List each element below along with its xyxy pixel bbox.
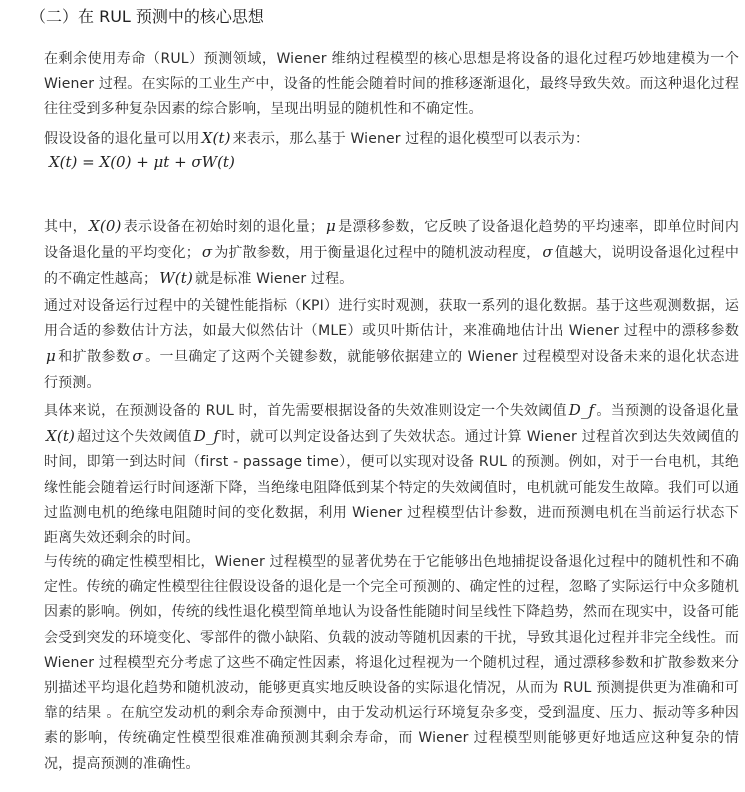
- text-segment: 表示设备在初始时刻的退化量；: [123, 219, 325, 235]
- math-variable: W(t): [159, 269, 193, 288]
- math-variable: μ: [326, 217, 336, 235]
- paragraph-rul-prediction: [44, 398, 739, 551]
- text-segment: 值越大，说明设备退化过程中的不确定性越高；: [44, 245, 740, 288]
- text-segment: 超过这个失效阈值: [77, 429, 192, 446]
- math-variable: μ: [46, 347, 56, 366]
- math-variable: X(t): [201, 129, 231, 147]
- math-variable: X(t): [46, 427, 76, 446]
- math-variable: D_f: [193, 427, 220, 446]
- formula-wiener-model: X(t) = X(0) + μt + σW(t): [49, 153, 235, 171]
- paragraph-model-intro: [44, 126, 739, 152]
- paragraph-advantages: 与传统的确定性模型相比，Wiener 过程模型的显著优势在于它能够出色地捕捉设备退化过程中的随机性和不确定性。传统的确定性模型往往假设设备的退化是一个完全可预测的、确定性的过程，忽略了实际运行中众多随机因素的影响。例如，传统的线性退化模型简单地认为设备性能随时间呈线性下降趋势，然而在现实中，设备可能会受到突发的环境变化、零部件的微小缺陷、负载的波动等随机因素的干扰，导致其退化过程并非完全线性。而 Wiener 过程模型充分考虑了这些不确定性因素，将退化过程视为一个随机过程，通过漂移参数和扩散参数来分别描述平均退化趋势和随机波动，能够更真实地反映设备的实际退化情况，从而为 RUL 预测提供更为准确和可靠的结果 。在航空发动机的剩余寿命预测中，由于发动机运行环境复杂多变，受到温度、压力、振动等多种因素的影响，传统确定性模型很难准确预测其剩余寿命，而 Wiener 过程模型则能够更好地适应这种复杂的情况，提高预测的准确性。: [44, 554, 739, 772]
- math-variable: D_f: [568, 401, 595, 419]
- math-variable: σ: [201, 243, 213, 262]
- text-segment: 。当预测的设备退化量: [596, 403, 739, 419]
- text-segment: 假设设备的退化量可以用: [44, 131, 200, 147]
- text-segment: 为扩散参数，用于衡量退化过程中的随机波动程度，: [214, 245, 541, 262]
- math-variable: σ: [542, 243, 553, 262]
- text-segment: 就是标准 Wiener 过程。: [194, 271, 354, 288]
- text-segment: 具体来说，在预测设备的 RUL 时，首先需要根据设备的失效准则设定一个失效阈值: [44, 403, 567, 419]
- math-variable: X(0): [88, 217, 122, 235]
- section-heading: （二）在 RUL 预测中的核心思想: [30, 7, 264, 26]
- text-segment: 和扩散参数: [57, 349, 131, 366]
- text-segment: 时，就可以判定设备达到了失效状态。通过计算 Wiener 过程首次到达失效阈值的时间，即第一到达时间（first - passage time），便可以实现对设备 RUL 的预测。例如，对于一台电机，其绝缘性能会随着运行时间逐渐下降，当绝缘电阻降低到某个特定的失效阈值时，电机就可能发生故障。我们可以通过监测电机的绝缘电阻随时间的变化数据，利用 Wiener 过程模型估计参数，进而预测电机在当前运行状态下距离失效还剩余的时间。: [44, 429, 739, 547]
- paragraph-core-idea: 在剩余使用寿命（RUL）预测领域，Wiener 维纳过程模型的核心思想是将设备的退化过程巧妙地建模为一个 Wiener 过程。在实际的工业生产中，设备的性能会随着时间的推移逐渐退化，最终导致失效。而这种退化过程往往受到多种复杂因素的综合影响，呈现出明显的随机性和不确定性。: [44, 51, 739, 118]
- paragraph-parameter-estimation: [44, 294, 739, 396]
- text-segment: 来表示，那么基于 Wiener 过程的退化模型可以表示为：: [232, 131, 590, 147]
- text-segment: 。一旦确定了这两个关键参数，就能够依据建立的 Wiener 过程模型对设备未来的退化状态进行预测。: [44, 349, 740, 391]
- paragraph-parameter-definitions: [44, 214, 739, 293]
- text-segment: 通过对设备运行过程中的关键性能指标（KPI）进行实时观测，获取一系列的退化数据。基于这些观测数据，运用合适的参数估计方法，如最大似然估计（MLE）或贝叶斯估计，来准确地估计出 Wiener 过程中的漂移参数: [44, 298, 739, 340]
- math-variable: σ: [132, 347, 143, 366]
- text-segment: 其中，: [44, 219, 87, 235]
- text-segment: 是漂移参数，它反映了设备退化趋势的平均速率，即单位时间内设备退化量的平均变化；: [44, 219, 740, 262]
